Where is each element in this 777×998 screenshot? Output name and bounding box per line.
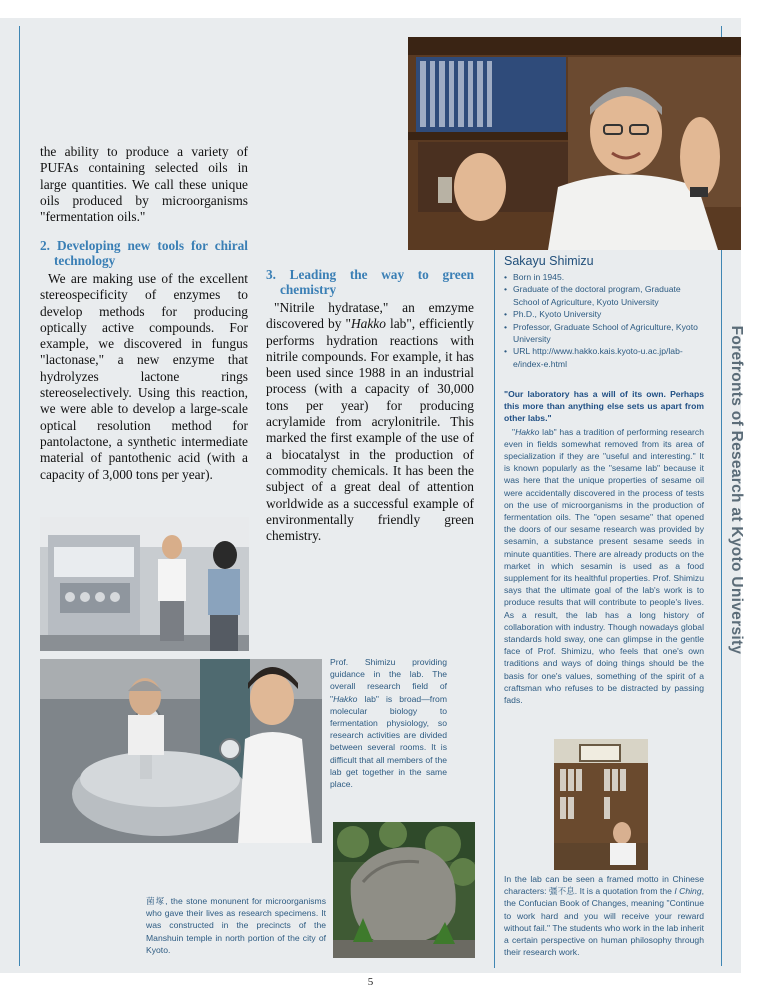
- intro-text: the ability to produce a variety of PUFAs containing selected oils in large quantities. We call these unique oils produced by microorganisms "fermentation oils.": [40, 144, 248, 225]
- lab-motto-photo: [554, 739, 648, 870]
- quote-body: "Hakko lab" has a tradition of performing research even in fields somewhat removed from its area of specialization if they are "useful and interesting." It is known popularly as the "sesame lab" because it was here that the unique properties of sesame oil were accidentally discovered in the process of tests on the use of microorganisms in the production of fermentation oils. The "open sesame" that opened the doors of our sesame research was provided by sesamin, a substance present sesame seeds in minute quantities. There are already products on the market in which sesamin is used as a food supplement for its healthful properties. Prof. Shimizu says that the ultimate goal of the lab's work is to produce results that will contribute to people's lives. As a result, the lab has a long history of collaboration with industry. Though nowadays global standards hold sway, one can glimpse in the gentle face of Prof. Shimizu, who feels that one's own traditions and ways of doing things should be the basis for one's values, something of the spirit of a craftsman who refuses to be distracted by passing fads.: [504, 426, 704, 706]
- section-3-text-a: "Nitrile hydratase," an emzyme discovered by ": [266, 300, 474, 332]
- section-3-text-em: Hakko: [350, 316, 386, 332]
- lab-caption-b: lab" is broad—from molecular biology to fermentation physiology, so research activities are divided between several rooms. It is difficult that all members of the lab get together in the same place.: [330, 693, 447, 790]
- lab-quote-block: [504, 388, 704, 706]
- section-2-heading: 2. Developing new tools for chiral technology: [40, 238, 248, 268]
- stone-photo-caption: 菌塚, the stone monunent for microorganisms who gave their lives as research specimens. It was constructed in the precincts of the Manshuin temple in north portion of the city of Kyoto.: [146, 896, 326, 955]
- bio-item-url: • URL http://www.hakko.kais.kyoto-u.ac.jp/lab-e/index-e.html: [504, 345, 704, 370]
- profile-bio-list: [504, 271, 704, 370]
- page-number: 5: [367, 976, 374, 988]
- motto-caption-b: , the Confucian Book of Changes, meaning "Continue to work hard and you will receive your reward without fail." The students who work in the lab inherit a certain perspective on human philosophy through their research work.: [504, 886, 704, 958]
- section-2: [40, 238, 248, 483]
- portrait-photo: [408, 37, 741, 250]
- motto-caption-a: In the lab can be seen a framed motto in Chinese characters: 彊不息. It is a quotation from the: [504, 874, 704, 897]
- quote-body-text: lab" has a tradition of performing research even in fields somewhat removed from its area of specialization if they are "useful and interesting." It is known popularly as the "sesame lab" because it was here that the unique properties of sesame oil were accidentally discovered in the process of tests on the use of microorganisms in the production of fermentation oils. The "open sesame" that opened the doors of our sesame research was provided by sesamin, a substance present sesame seeds in minute quantities. There are already products on the market in which sesamin is used as a food supplement for its healthful properties. Prof. Shimizu says that the ultimate goal of the lab's work is to produce results that will contribute to people's lives. As a result, the lab has a long history of collaboration with industry. Though nowadays global standards hold sway, one can glimpse in the gentle face of Prof. Shimizu, who feels that one's own traditions and ways of doing things should be the basis for one's values, something of the spirit of a craftsman who refuses to be distracted by passing fads.: [504, 426, 704, 706]
- lab-caption-a: Prof. Shimizu providing guidance in the lab. The overall research field of ": [330, 657, 447, 704]
- sidebar-divider-rule: [494, 250, 495, 968]
- lab-equipment-photo: [40, 517, 249, 651]
- bio-item: • Graduate of the doctoral program, Graduate School of Agriculture, Kyoto University: [504, 283, 704, 308]
- lab-caption-em: Hakko: [333, 693, 358, 704]
- motto-photo-caption: [504, 873, 704, 958]
- quote-heading: "Our laboratory has a will of its own. Perhaps this more than anything else sets us apart from other labs.": [504, 389, 704, 424]
- section-3-paragraph: [266, 300, 474, 544]
- left-margin-rule: [19, 26, 20, 966]
- section-3: [266, 267, 474, 544]
- bio-item: • Professor, Graduate School of Agriculture, Kyoto University: [504, 321, 704, 346]
- section-3-heading: 3. Leading the way to green chemistry: [266, 267, 474, 297]
- bio-item: • Born in 1945.: [504, 271, 704, 283]
- section-3-text-b: lab", efficiently performs hydration reactions with nitrile compounds. For example, it has been used since 1988 in an industrial process (with a capacity of 30,000 tons per year) for producing acrylamide from acrylonitrile. This marked the first example of the use of a biocatalyst in the production of commodity chemicals. It has been the subject of a great deal of attention worldwide as a successful example of environmentally friendly green chemistry.: [266, 316, 474, 544]
- section-2-paragraph: We are making use of the excellent stereospecificity of enzymes to develop methods for producing optically active compounds. For example, we discovered in fungus "lactonase," a new enzyme that hydrolyzes lactone rings stereoselectively. Using this reaction, we were able to develop a large-scale optical resolution method for pantolactone, a synthetic intermediate material of pantothenic acid (with a capacity of 3,000 tons per year).: [40, 271, 248, 482]
- intro-paragraph: [40, 144, 248, 225]
- stone-monument-photo: [333, 822, 475, 958]
- motto-caption-em: I Ching: [674, 886, 702, 897]
- side-title: Forefronts of Research at Kyoto University: [728, 325, 745, 655]
- lab-reactor-photo: [40, 659, 322, 843]
- lab-photo-caption: [330, 656, 447, 790]
- bio-item: • Ph.D., Kyoto University: [504, 308, 704, 320]
- quote-body-em: Hakko: [515, 426, 540, 437]
- profile-name: Sakayu Shimizu: [504, 254, 594, 268]
